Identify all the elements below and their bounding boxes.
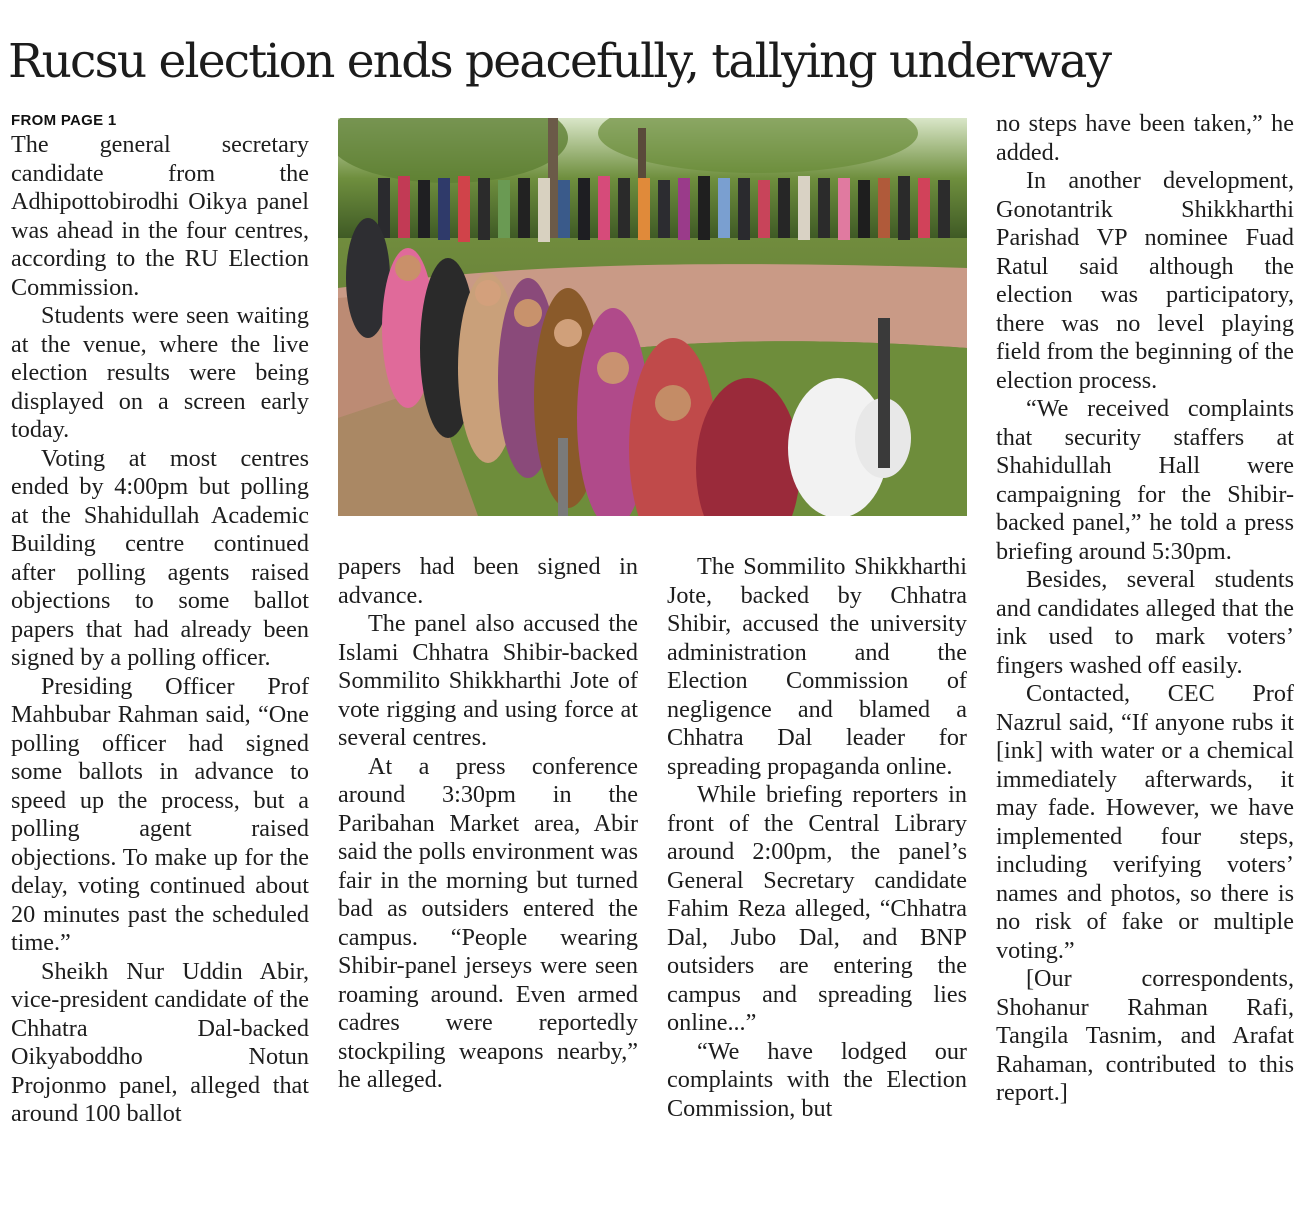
paragraph: Voting at most centres ended by 4:00pm but polling at the Shahidullah Academic Building centre continued after polling agents raised objections to some ballot papers that had already been signed by a polling officer. bbox=[11, 444, 309, 671]
paragraph: At a press conference around 3:30pm in the Paribahan Market area, Abir said the polls environment was fair in the morning but turned bad as outsiders entered the campus. “People wearing Shibir-panel jerseys were seen roaming around. Even armed cadres were reportedly stockpiling weapons nearby,” he alleged. bbox=[338, 752, 638, 1093]
paragraph: Students were seen waiting at the venue, where the live election results were being displayed on a screen early today. bbox=[11, 302, 309, 443]
paragraph: “We have lodged our complaints with the Election Commission, but bbox=[667, 1037, 967, 1122]
paragraph: The general secretary candidate from the Adhipottobirodhi Oikya panel was ahead in the four centres, according to the RU Election Commission. bbox=[11, 131, 309, 301]
paragraph: Presiding Officer Prof Mahbubar Rahman said, “One polling officer had signed some ballots in advance to speed up the process, but a polling agent raised objections. To make up for the delay, voting continued about 20 minutes past the scheduled time.” bbox=[11, 672, 309, 956]
article-column-4 bbox=[996, 110, 1294, 1108]
voters-queue-photo bbox=[338, 118, 967, 516]
paragraph: papers had been signed in advance. bbox=[338, 553, 638, 609]
kicker-from-page-1: FROM PAGE 1 bbox=[11, 112, 117, 129]
paragraph: While briefing reporters in front of the Central Library around 2:00pm, the panel’s General Secretary candidate Fahim Reza alleged, “Chhatra Dal, Jubo Dal, and BNP outsiders are entering the campus and spreading lies online...” bbox=[667, 781, 967, 1036]
article-column-2 bbox=[338, 553, 638, 1095]
paragraph: The panel also accused the Islami Chhatra Shibir-backed Sommilito Shikkharthi Jote of vote rigging and using force at several centres. bbox=[338, 610, 638, 751]
paragraph: The Sommilito Shikkharthi Jote, backed by Chhatra Shibir, accused the university administration and the Election Commission of negligence and blamed a Chhatra Dal leader for spreading propaganda online. bbox=[667, 553, 967, 780]
headline: Rucsu election ends peacefully, tallying underway bbox=[8, 34, 1111, 89]
article-column-1 bbox=[11, 111, 309, 1129]
people-back-row bbox=[378, 176, 950, 242]
paragraph: In another development, Gonotantrik Shikkharthi Parishad VP nominee Fuad Ratul said although the election was participatory, there was no level playing field from the beginning of the election process. bbox=[996, 167, 1294, 394]
paragraph: Besides, several students and candidates alleged that the ink used to mark voters’ fingers washed off easily. bbox=[996, 566, 1294, 679]
paragraph: “We received complaints that security staffers at Shahidullah Hall were campaigning for the Shibir-backed panel,” he told a press briefing around 5:30pm. bbox=[996, 395, 1294, 565]
paragraph: Contacted, CEC Prof Nazrul said, “If anyone rubs it [ink] with water or a chemical immediately afterwards, it may fade. However, we have implemented four steps, including verifying voters’ names and photos, so there is no risk of fake or multiple voting.” bbox=[996, 680, 1294, 964]
news-photo bbox=[338, 118, 967, 516]
paragraph: Sheikh Nur Uddin Abir, vice-president candidate of the Chhatra Dal-backed Oikyaboddho Notun Projonmo panel, alleged that around 100 ballot bbox=[11, 957, 309, 1127]
paragraph: no steps have been taken,” he added. bbox=[996, 110, 1294, 166]
article-column-3 bbox=[667, 553, 967, 1123]
paragraph: [Our correspondents, Shohanur Rahman Rafi, Tangila Tasnim, and Arafat Rahaman, contributed to this report.] bbox=[996, 965, 1294, 1106]
